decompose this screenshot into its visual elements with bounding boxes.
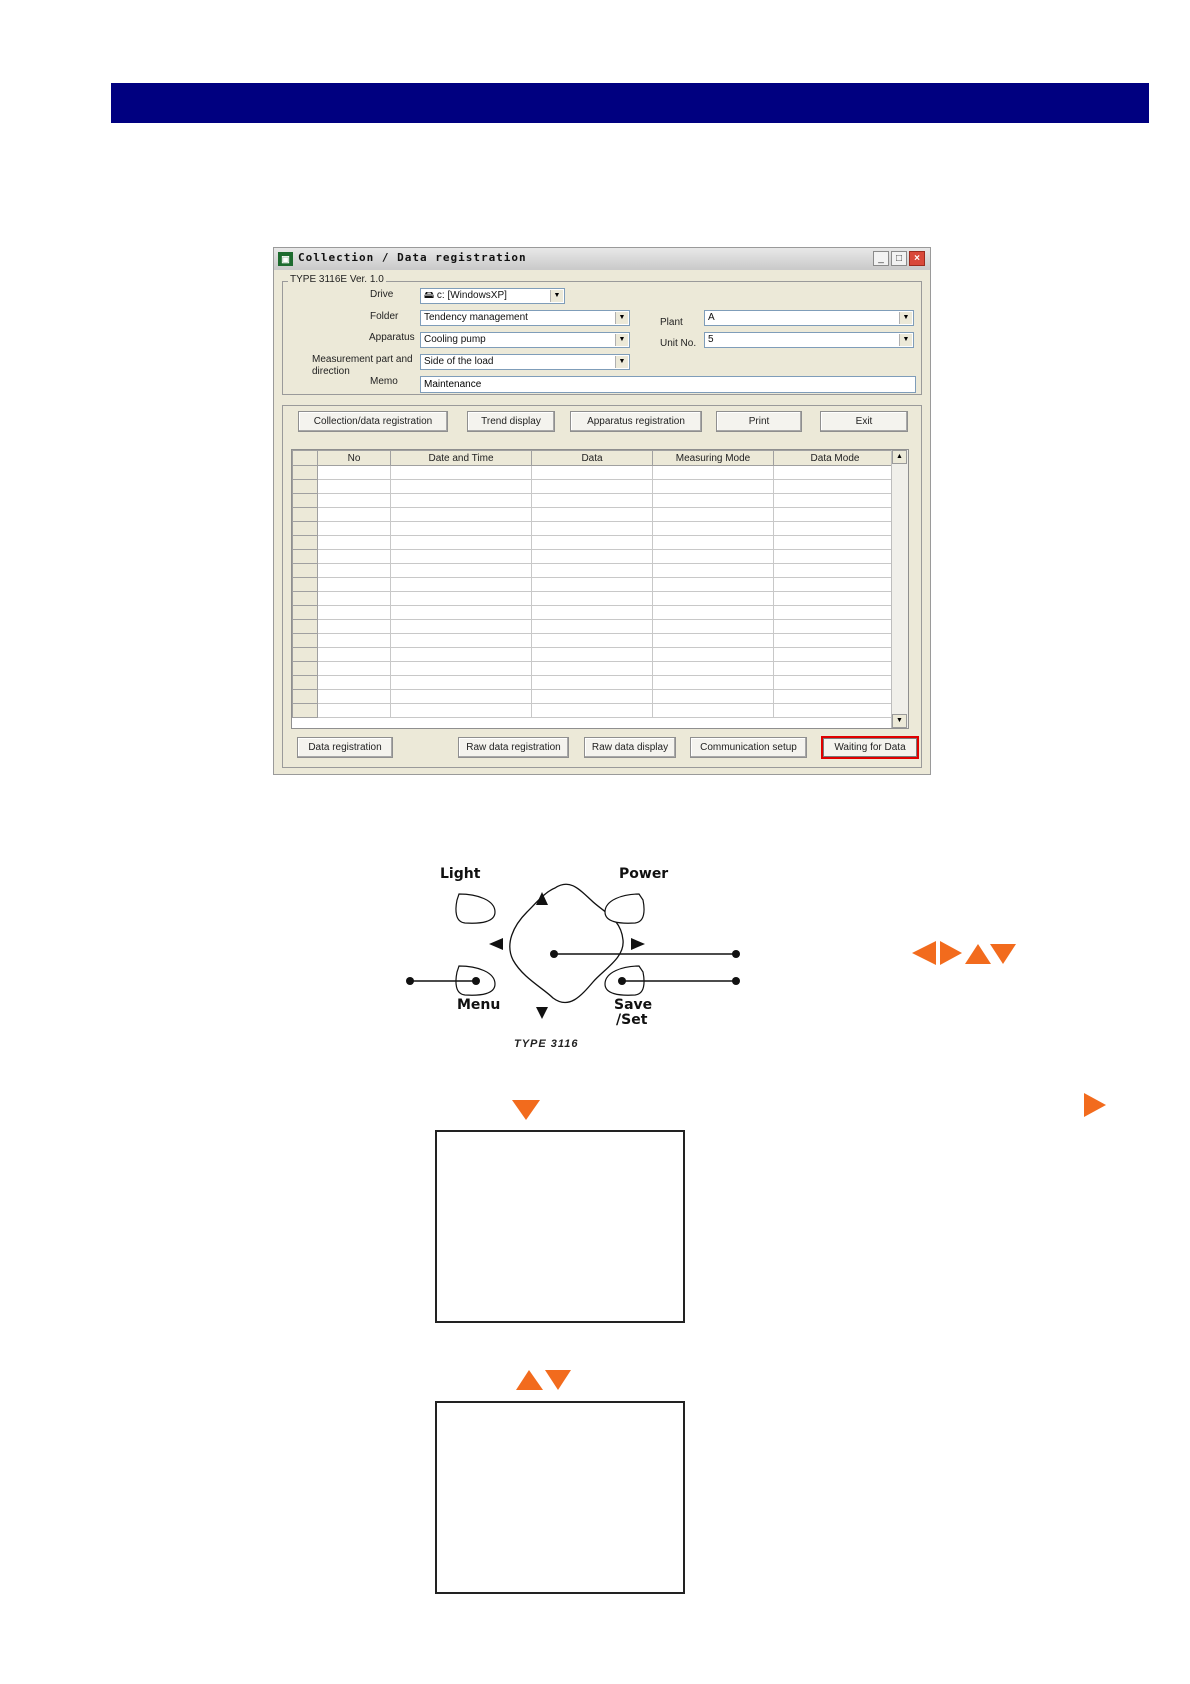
table-cell[interactable]	[318, 578, 391, 592]
keypad-diagram	[395, 860, 745, 1060]
table-cell[interactable]	[774, 676, 897, 690]
memo-field[interactable]: Maintenance	[420, 376, 916, 393]
memo-label: Memo	[370, 376, 398, 387]
table-cell[interactable]	[774, 690, 897, 704]
arrow-up-icon	[516, 1370, 543, 1390]
table-cell[interactable]	[774, 704, 897, 718]
plant-select[interactable]: A ▼	[704, 310, 914, 326]
table-cell[interactable]	[774, 466, 897, 480]
table-cell[interactable]	[391, 536, 532, 550]
table-cell[interactable]	[653, 578, 774, 592]
table-cell[interactable]	[774, 662, 897, 676]
unit-select[interactable]: 5 ▼	[704, 332, 914, 348]
dropdown-arrow-icon[interactable]: ▼	[615, 356, 628, 368]
table-cell[interactable]	[532, 704, 653, 718]
measurement-label-2: direction	[312, 366, 350, 377]
dpad-left-arrow-icon	[489, 938, 503, 950]
table-cell[interactable]	[318, 676, 391, 690]
table-cell[interactable]	[532, 634, 653, 648]
arrow-keys-icon-group	[912, 940, 1017, 966]
apparatus-select[interactable]: Cooling pump ▼	[420, 332, 630, 348]
power-key	[605, 894, 644, 923]
section-header-bar	[111, 83, 1149, 123]
table-cell[interactable]	[318, 522, 391, 536]
light-key	[456, 894, 495, 923]
table-cell[interactable]	[391, 466, 532, 480]
drive-label: Drive	[370, 289, 394, 300]
row-header[interactable]	[293, 676, 318, 690]
data-registration-button[interactable]: Data registration	[297, 737, 393, 758]
arrow-up-down-icon-marker	[516, 1368, 572, 1392]
row-header[interactable]	[293, 536, 318, 550]
table-cell[interactable]	[653, 466, 774, 480]
table-cell[interactable]	[532, 648, 653, 662]
window-title: Collection / Data registration	[298, 251, 527, 264]
table-cell[interactable]	[532, 494, 653, 508]
arrow-right-icon	[940, 941, 962, 965]
table-cell[interactable]	[653, 522, 774, 536]
arrow-down-icon-marker	[512, 1098, 540, 1120]
table-cell[interactable]	[653, 620, 774, 634]
row-header[interactable]	[293, 522, 318, 536]
table-cell[interactable]	[391, 634, 532, 648]
table-cell[interactable]	[391, 648, 532, 662]
table-cell[interactable]	[653, 508, 774, 522]
table-cell[interactable]	[774, 480, 897, 494]
table-cell[interactable]	[532, 578, 653, 592]
table-cell[interactable]	[532, 662, 653, 676]
arrow-down-icon	[545, 1370, 571, 1390]
table-row[interactable]	[293, 606, 897, 620]
arrow-right-icon	[1084, 1093, 1106, 1117]
table-cell[interactable]	[318, 634, 391, 648]
table-cell[interactable]	[774, 508, 897, 522]
collection-registration-button[interactable]: Collection/data registration	[298, 411, 448, 432]
table-cell[interactable]	[391, 662, 532, 676]
column-header[interactable]: Measuring Mode	[653, 451, 774, 466]
table-cell[interactable]	[532, 690, 653, 704]
waiting-for-data-button[interactable]: Waiting for Data	[821, 736, 919, 759]
plant-label: Plant	[660, 317, 683, 328]
table-cell[interactable]	[318, 536, 391, 550]
measurement-select[interactable]: Side of the load ▼	[420, 354, 630, 370]
apparatus-label: Apparatus	[369, 332, 415, 343]
close-icon[interactable]: ×	[909, 251, 925, 266]
menu-label: Menu	[457, 997, 501, 1013]
version-label: TYPE 3116E Ver. 1.0	[290, 274, 384, 285]
row-header-corner	[293, 451, 318, 466]
table-cell[interactable]	[391, 676, 532, 690]
table-cell[interactable]	[532, 536, 653, 550]
table-cell[interactable]	[318, 648, 391, 662]
table-cell[interactable]	[774, 522, 897, 536]
table-cell[interactable]	[391, 620, 532, 634]
table-row[interactable]	[293, 536, 897, 550]
folder-label: Folder	[370, 311, 399, 322]
table-cell[interactable]	[653, 662, 774, 676]
table-cell[interactable]	[653, 704, 774, 718]
table-cell[interactable]	[532, 480, 653, 494]
table-row[interactable]	[293, 494, 897, 508]
grid-table	[292, 450, 897, 718]
table-row[interactable]	[293, 466, 897, 480]
table-cell[interactable]	[532, 550, 653, 564]
column-header[interactable]: Data Mode	[774, 451, 897, 466]
table-cell[interactable]	[774, 620, 897, 634]
table-cell[interactable]	[318, 494, 391, 508]
table-cell[interactable]	[318, 704, 391, 718]
table-cell[interactable]	[653, 536, 774, 550]
table-row[interactable]	[293, 648, 897, 662]
save-label: Save	[614, 997, 653, 1013]
minimize-icon[interactable]: _	[873, 251, 889, 266]
table-cell[interactable]	[653, 606, 774, 620]
table-cell[interactable]	[532, 606, 653, 620]
table-cell[interactable]	[532, 620, 653, 634]
table-cell[interactable]	[774, 578, 897, 592]
unit-label: Unit No.	[660, 338, 697, 349]
table-cell[interactable]	[318, 564, 391, 578]
arrow-left-icon	[912, 941, 936, 965]
callout-dot	[472, 977, 480, 985]
table-cell[interactable]	[391, 494, 532, 508]
folder-select[interactable]: Tendency management ▼	[420, 310, 630, 326]
table-cell[interactable]	[391, 592, 532, 606]
row-header[interactable]	[293, 690, 318, 704]
table-cell[interactable]	[391, 690, 532, 704]
table-row[interactable]	[293, 634, 897, 648]
light-label: Light	[440, 866, 481, 882]
raw-data-display-button[interactable]: Raw data display	[584, 737, 676, 758]
table-row[interactable]	[293, 690, 897, 704]
table-cell[interactable]	[532, 522, 653, 536]
table-cell[interactable]	[653, 690, 774, 704]
dpad-down-arrow-icon	[536, 1007, 548, 1019]
data-grid	[291, 449, 909, 729]
table-cell[interactable]	[774, 494, 897, 508]
dropdown-arrow-icon[interactable]: ▼	[550, 290, 563, 302]
table-row[interactable]	[293, 480, 897, 494]
table-cell[interactable]	[653, 648, 774, 662]
table-cell[interactable]	[653, 634, 774, 648]
raw-data-registration-button[interactable]: Raw data registration	[458, 737, 569, 758]
table-cell[interactable]	[774, 634, 897, 648]
table-cell[interactable]	[774, 550, 897, 564]
table-cell[interactable]	[318, 662, 391, 676]
row-header[interactable]	[293, 704, 318, 718]
display-screen-box	[435, 1130, 685, 1323]
table-cell[interactable]	[653, 494, 774, 508]
arrow-down-icon	[990, 944, 1016, 964]
table-cell[interactable]	[653, 564, 774, 578]
table-cell[interactable]	[318, 508, 391, 522]
column-header[interactable]: Date and Time	[391, 451, 532, 466]
arrow-down-icon	[512, 1100, 540, 1120]
table-row[interactable]	[293, 704, 897, 718]
table-cell[interactable]	[318, 690, 391, 704]
row-header[interactable]	[293, 550, 318, 564]
row-header[interactable]	[293, 494, 318, 508]
scroll-down-icon[interactable]: ▼	[892, 714, 907, 728]
table-cell[interactable]	[774, 592, 897, 606]
table-cell[interactable]	[653, 592, 774, 606]
table-cell[interactable]	[318, 466, 391, 480]
row-header[interactable]	[293, 578, 318, 592]
table-cell[interactable]	[391, 480, 532, 494]
table-cell[interactable]	[532, 466, 653, 480]
table-row[interactable]	[293, 676, 897, 690]
print-button[interactable]: Print	[716, 411, 802, 432]
table-cell[interactable]	[532, 592, 653, 606]
table-cell[interactable]	[532, 508, 653, 522]
exit-button[interactable]: Exit	[820, 411, 908, 432]
table-row[interactable]	[293, 550, 897, 564]
table-cell[interactable]	[391, 704, 532, 718]
table-cell[interactable]	[774, 606, 897, 620]
vertical-scrollbar[interactable]	[891, 450, 908, 728]
table-cell[interactable]	[653, 676, 774, 690]
collection-window	[273, 247, 931, 775]
trend-display-button[interactable]: Trend display	[467, 411, 555, 432]
table-cell[interactable]	[318, 550, 391, 564]
callout-dot	[406, 977, 414, 985]
table-cell[interactable]	[391, 522, 532, 536]
table-row[interactable]	[293, 662, 897, 676]
power-label: Power	[619, 866, 669, 882]
row-header[interactable]	[293, 466, 318, 480]
app-icon: ▣	[278, 252, 293, 266]
communication-setup-button[interactable]: Communication setup	[690, 737, 807, 758]
row-header[interactable]	[293, 620, 318, 634]
column-header[interactable]: No	[318, 451, 391, 466]
table-cell[interactable]	[318, 606, 391, 620]
table-row[interactable]	[293, 564, 897, 578]
row-header[interactable]	[293, 508, 318, 522]
table-cell[interactable]	[653, 550, 774, 564]
row-header[interactable]	[293, 648, 318, 662]
table-cell[interactable]	[318, 592, 391, 606]
table-row[interactable]	[293, 508, 897, 522]
dpad-right-arrow-icon	[631, 938, 645, 950]
table-cell[interactable]	[653, 480, 774, 494]
brand-label: TYPE 3116	[514, 1038, 579, 1050]
maximize-icon[interactable]: □	[891, 251, 907, 266]
display-screen-box	[435, 1401, 685, 1594]
grid-header-row	[293, 451, 897, 466]
table-cell[interactable]	[391, 606, 532, 620]
row-header[interactable]	[293, 662, 318, 676]
callout-dot	[550, 950, 558, 958]
arrow-right-icon-marker	[1083, 1092, 1107, 1118]
row-header[interactable]	[293, 606, 318, 620]
scroll-up-icon[interactable]: ▲	[892, 450, 907, 464]
row-header[interactable]	[293, 592, 318, 606]
table-row[interactable]	[293, 620, 897, 634]
callout-dot	[732, 950, 740, 958]
dropdown-arrow-icon[interactable]: ▼	[615, 334, 628, 346]
table-cell[interactable]	[532, 676, 653, 690]
title-bar	[274, 248, 930, 270]
set-label: /Set	[616, 1012, 648, 1028]
dropdown-arrow-icon[interactable]: ▼	[615, 312, 628, 324]
table-cell[interactable]	[391, 550, 532, 564]
apparatus-registration-button[interactable]: Apparatus registration	[570, 411, 702, 432]
column-header[interactable]: Data	[532, 451, 653, 466]
row-header[interactable]	[293, 480, 318, 494]
dropdown-arrow-icon[interactable]: ▼	[899, 312, 912, 324]
row-header[interactable]	[293, 634, 318, 648]
drive-select[interactable]: 🖴 c: [WindowsXP] ▼	[420, 288, 565, 304]
table-cell[interactable]	[774, 536, 897, 550]
table-cell[interactable]	[391, 508, 532, 522]
table-cell[interactable]	[318, 480, 391, 494]
table-cell[interactable]	[318, 620, 391, 634]
dropdown-arrow-icon[interactable]: ▼	[899, 334, 912, 346]
table-row[interactable]	[293, 578, 897, 592]
table-row[interactable]	[293, 592, 897, 606]
table-cell[interactable]	[532, 564, 653, 578]
table-cell[interactable]	[391, 578, 532, 592]
table-cell[interactable]	[774, 648, 897, 662]
callout-dot	[618, 977, 626, 985]
table-row[interactable]	[293, 522, 897, 536]
drive-icon: 🖴	[424, 290, 437, 301]
measurement-label: Measurement part and	[312, 354, 413, 365]
table-cell[interactable]	[391, 564, 532, 578]
arrow-up-icon	[965, 944, 991, 964]
table-cell[interactable]	[774, 564, 897, 578]
callout-dot	[732, 977, 740, 985]
row-header[interactable]	[293, 564, 318, 578]
